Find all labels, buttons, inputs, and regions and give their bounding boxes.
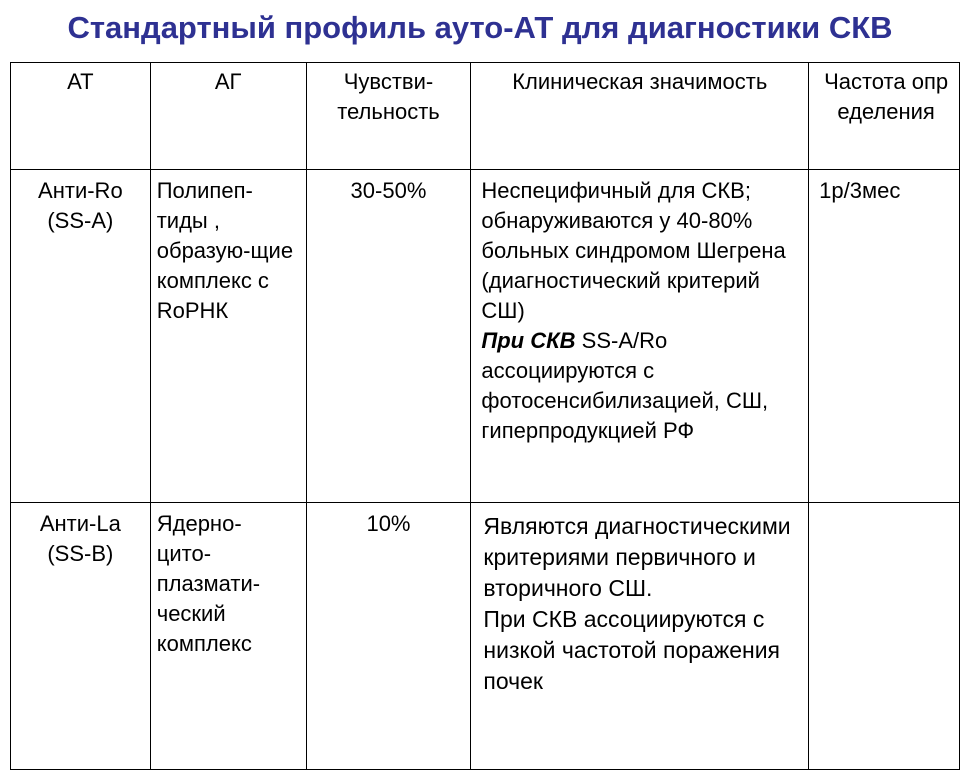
row1-significance-cell [471, 170, 809, 503]
row2-sensitivity-cell: 10% [306, 503, 471, 770]
row1-sensitivity-cell: 30-50% [306, 170, 471, 503]
table-row [11, 503, 960, 770]
significance-emphasis: При СКВ [481, 328, 576, 353]
header-cell-at: АТ [11, 63, 151, 170]
row1-ag-cell: Полипеп-тиды , образую-щие комплекс с RoРНК [150, 170, 306, 503]
significance-text-cont: SS-A/Ro ассоциируются с фотосенсибилизацией, СШ, гиперпродукцией РФ [481, 328, 769, 443]
row2-at-cell: Анти-La (SS-B) [11, 503, 151, 770]
row2-ag-cell: Ядерно-цито-плазмати-ческий комплекс [150, 503, 306, 770]
significance-text: Являются диагностическими критериями первичного и вторичного СШ. [483, 513, 791, 601]
header-cell-significance: Клиническая значимость [471, 63, 809, 170]
header-cell-frequency: Частота определения [809, 63, 960, 170]
significance-text-cont: При СКВ ассоциируются с низкой частотой поражения почек [483, 606, 781, 694]
header-cell-ag: АГ [150, 63, 306, 170]
autoantibody-table [10, 62, 960, 770]
significance-text: Неспецифичный для СКВ; обнаруживаются у 40-80% больных синдромом Шегрена (диагностический критерий СШ) [481, 178, 786, 323]
row2-significance-cell [471, 503, 809, 770]
table-header-row [11, 63, 960, 170]
slide-title: Стандартный профиль ауто-АТ для диагностики СКВ [67, 10, 893, 45]
row1-at-cell: Анти-Ro (SS-A) [11, 170, 151, 503]
row2-frequency-cell [809, 503, 960, 770]
header-cell-sensitivity: Чувстви-тельность [306, 63, 471, 170]
row1-frequency-cell: 1р/3мес [809, 170, 960, 503]
table-row [11, 170, 960, 503]
